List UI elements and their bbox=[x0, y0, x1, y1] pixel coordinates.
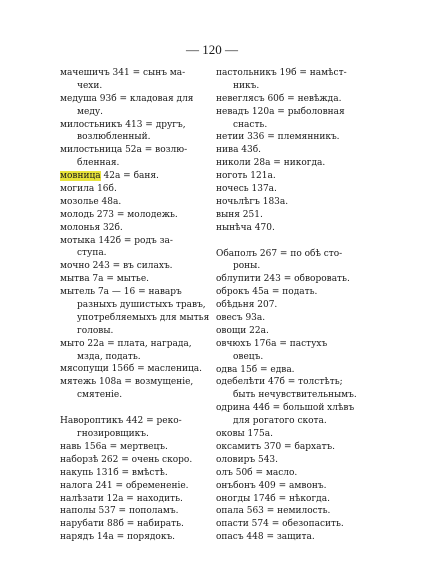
entry-line: ночьлѣгъ 183а. bbox=[216, 196, 289, 207]
entry-line: ночесь 137а. bbox=[216, 184, 277, 195]
entry-line bbox=[60, 170, 220, 183]
entry-line: одрина 44б = большой хлѣвъ bbox=[216, 403, 355, 414]
entry-line: пастольникъ 19б = намѣст- bbox=[216, 68, 347, 78]
entry-line: олъ 50б = масло. bbox=[216, 467, 298, 478]
entry-line: ступа. bbox=[77, 248, 107, 259]
entry-line: Навороптикъ 442 = реко- bbox=[60, 416, 182, 427]
entry-line: нарядъ 14а = порядокъ. bbox=[60, 532, 176, 543]
entry-line: могила 16б. bbox=[60, 184, 117, 195]
entry-line: оловиръ 543. bbox=[216, 454, 279, 465]
entry-line: медуша 93б = кладовая для bbox=[60, 93, 194, 104]
entry-line: снасть. bbox=[233, 119, 268, 130]
entry-line: оброкъ 45а = подать. bbox=[216, 287, 318, 298]
entry-line: невадъ 120а = рыболовная bbox=[216, 106, 345, 117]
entry-line: употребляемыхъ для мытья bbox=[77, 312, 210, 323]
entry-line: овчюхъ 176а = пастухъ bbox=[216, 338, 328, 349]
entry-line: мотыка 142б = родъ за- bbox=[60, 235, 173, 246]
entry-gap bbox=[60, 402, 220, 415]
entry-line: мачешичъ 341 = сынъ ма- bbox=[60, 68, 186, 78]
entry-line: нынѣча 470. bbox=[216, 222, 275, 233]
entry-line: молодь 273 = молодежь. bbox=[60, 209, 178, 220]
entry-line: бленная. bbox=[77, 158, 120, 169]
entry-line: овесъ 93а. bbox=[216, 313, 266, 324]
entry-line: одва 15б = едва. bbox=[216, 364, 295, 375]
highlighted-word: мовница bbox=[60, 171, 101, 182]
entry-line: николи 28а = никогда. bbox=[216, 158, 326, 169]
entry-text: 42а = баня. bbox=[100, 171, 159, 182]
entry-line: обѣдьня 207. bbox=[216, 300, 278, 311]
entry-line: милостьникъ 413 = другъ, bbox=[60, 119, 186, 130]
entry-line: овецъ. bbox=[233, 351, 264, 362]
entry-line: наборзѣ 262 = очень скоро. bbox=[60, 454, 193, 465]
entry-line: налога 241 = обремененіе. bbox=[60, 480, 189, 491]
entry-line: смятеніе. bbox=[77, 390, 123, 401]
entry-line: гнозировщикъ. bbox=[77, 429, 149, 440]
entry-line: овощи 22а. bbox=[216, 325, 269, 336]
entry-line: милостьница 52а = возлю- bbox=[60, 145, 188, 156]
entry-line: мзда, подать. bbox=[77, 351, 141, 362]
entry-line: мятежь 108а = возмущеніе, bbox=[60, 377, 194, 388]
entry-line: навь 156а = мертвецъ. bbox=[60, 441, 168, 452]
left-column bbox=[60, 67, 220, 544]
page-number: — 120 — bbox=[186, 42, 238, 57]
entry-line: ноготь 121а. bbox=[216, 171, 276, 182]
right-column bbox=[216, 67, 376, 544]
entry-line: быть нечувствительнымъ. bbox=[233, 390, 357, 401]
entry-line: мясопущи 156б = масленица. bbox=[60, 364, 202, 375]
entry-line: чехи. bbox=[77, 80, 103, 91]
entry-line: опасъ 448 = защита. bbox=[216, 532, 315, 543]
entry-line: опасти 574 = обезопасить. bbox=[216, 519, 344, 530]
entry-line: накупь 131б = вмѣстѣ. bbox=[60, 467, 168, 478]
entry-line: разныхъ душистыхъ травъ, bbox=[77, 300, 206, 311]
entry-line: нетии 336 = племянникъ. bbox=[216, 132, 340, 143]
entry-line: мыто 22а = плата, награда, bbox=[60, 338, 192, 349]
entry-line: возлюбленный. bbox=[77, 132, 151, 143]
entry-line: онъбонъ 409 = амвонъ. bbox=[216, 480, 327, 491]
entry-gap bbox=[216, 235, 376, 248]
entry-line: оногды 174б = нѣкогда. bbox=[216, 493, 330, 504]
entry-line: оковы 175а. bbox=[216, 429, 273, 440]
entry-line: мочно 243 = въ силахъ. bbox=[60, 261, 173, 272]
entry-line: нива 43б. bbox=[216, 145, 262, 156]
entry-line: Обаполъ 267 = по обѣ сто- bbox=[216, 248, 343, 259]
entry-line: одебелѣти 47б = толстѣть; bbox=[216, 377, 343, 388]
entry-line: головы. bbox=[77, 325, 114, 336]
entry-line: для рогатого скота. bbox=[233, 416, 327, 427]
entry-line: никъ. bbox=[233, 80, 260, 91]
entry-line: мозолье 48а. bbox=[60, 196, 122, 207]
entry-line: роны. bbox=[233, 261, 261, 272]
entry-line: мытель 7а — 16 = наваръ bbox=[60, 287, 182, 298]
entry-line: нарубати 88б = набирать. bbox=[60, 519, 184, 530]
entry-line: мытва 7а = мытье. bbox=[60, 274, 150, 285]
entry-line: облупити 243 = обворовать. bbox=[216, 274, 350, 285]
entry-line: меду. bbox=[77, 106, 104, 117]
entry-line: оксамитъ 370 = бархатъ. bbox=[216, 441, 336, 452]
entry-line: налѣзати 12а = находить. bbox=[60, 493, 183, 504]
entry-line: выня 251. bbox=[216, 209, 263, 220]
entry-line: молонья 32б. bbox=[60, 222, 123, 233]
entry-line: наполы 537 = пополамъ. bbox=[60, 506, 179, 517]
entry-line: невеглясъ 60б = невѣжда. bbox=[216, 93, 342, 104]
entry-line: опала 563 = немилость. bbox=[216, 506, 331, 517]
